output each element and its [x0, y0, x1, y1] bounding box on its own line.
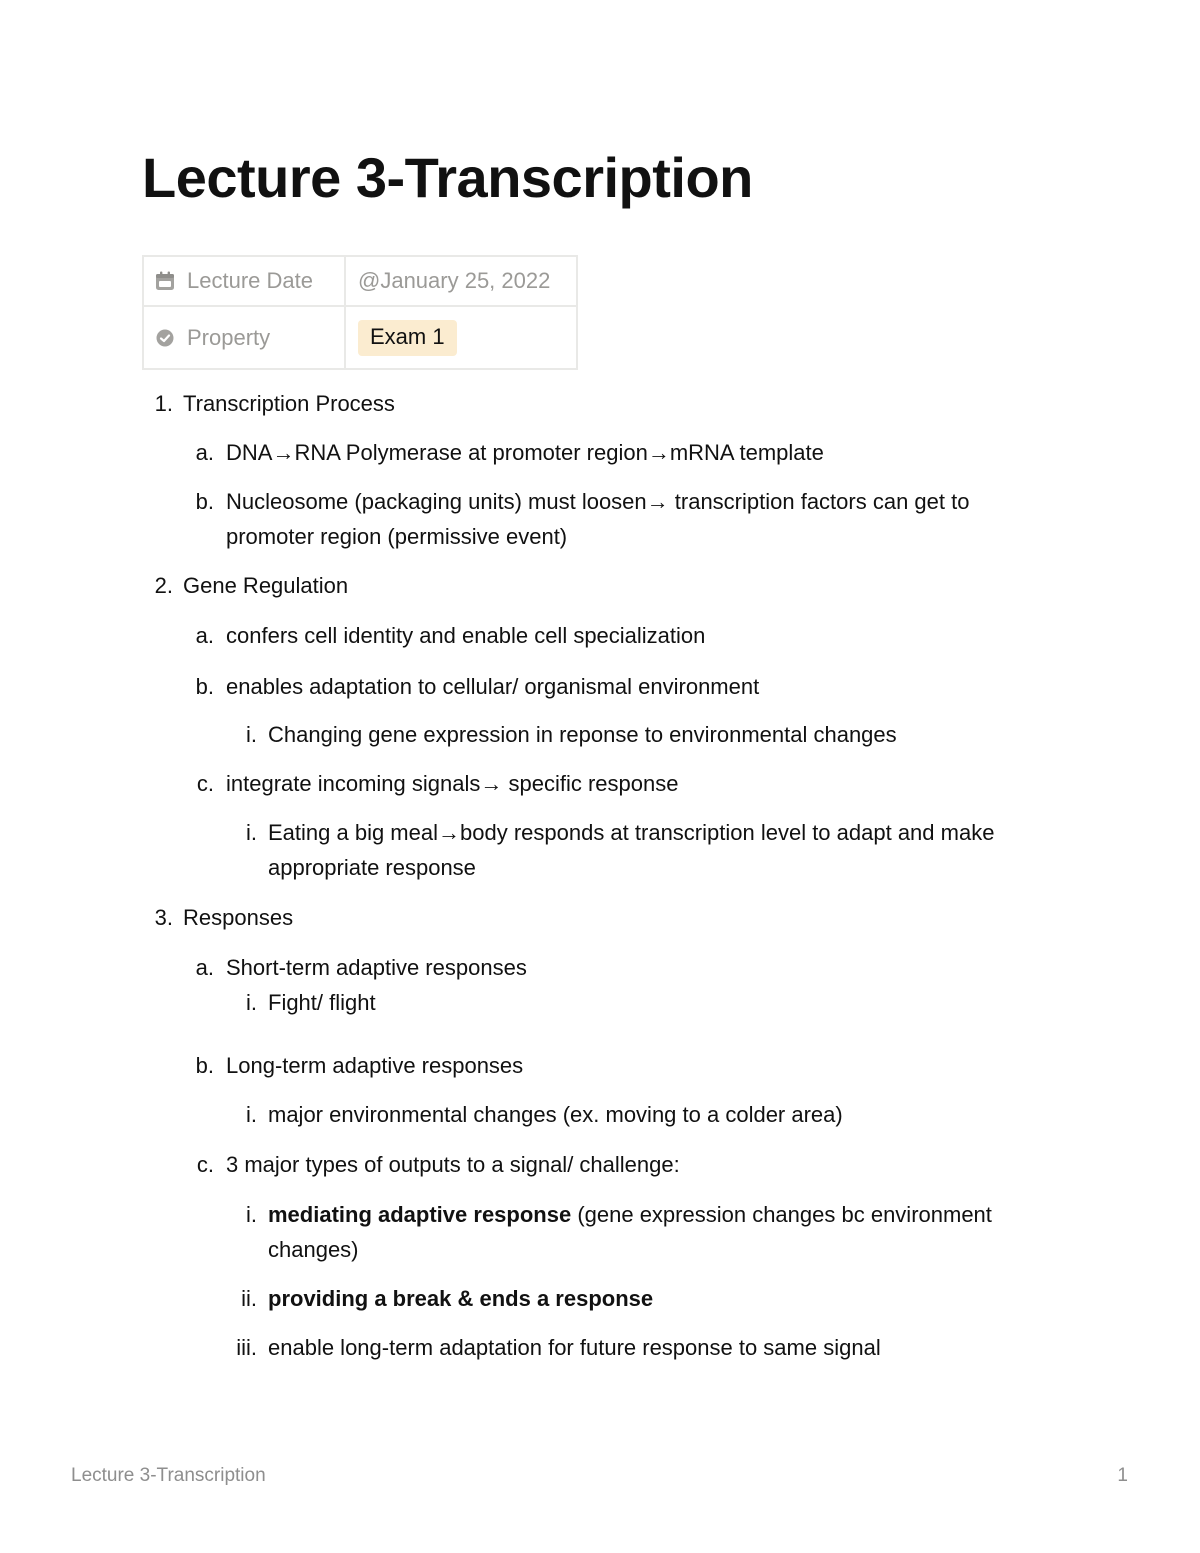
list-item-text: Short-term adaptive responses: [226, 955, 527, 980]
property-label: Property: [187, 324, 271, 350]
date-mention[interactable]: @January 25, 2022: [358, 268, 551, 293]
list-marker: 3.: [154, 905, 173, 930]
list-marker: a.: [195, 955, 214, 980]
list-item-text: [268, 1281, 653, 1316]
list-item-text: Fight/ flight: [268, 990, 376, 1015]
list-marker: b.: [195, 1053, 214, 1078]
list-item-text: DNA→RNA Polymerase at promoter region→mRNA template: [226, 440, 824, 465]
list-marker: c.: [196, 771, 214, 796]
list-marker: 2.: [154, 573, 173, 598]
list-marker: c.: [196, 1152, 214, 1177]
list-marker: i.: [246, 1102, 257, 1127]
bold-text: mediating adaptive response: [268, 1202, 572, 1227]
property-value[interactable]: [345, 306, 577, 369]
list-marker: i.: [246, 990, 257, 1015]
list-marker: ii.: [241, 1286, 257, 1311]
bold-text: providing a break & ends a response: [268, 1286, 654, 1311]
list-marker: iii.: [236, 1335, 257, 1360]
list-item-text: [268, 1197, 992, 1232]
list-marker: a.: [195, 623, 214, 648]
list-marker: i.: [246, 820, 257, 845]
list-marker: b.: [195, 489, 214, 514]
property-row-lecture-date: [143, 256, 577, 306]
select-tag-exam-1[interactable]: Exam 1: [358, 320, 457, 356]
list-item-text: Gene Regulation: [183, 573, 349, 598]
properties-table: [142, 255, 578, 370]
list-item-text: Changing gene expression in reponse to environmental changes: [268, 722, 897, 747]
list-item-text: Responses: [183, 905, 294, 930]
list-marker: a.: [195, 440, 214, 465]
list-item-text-continued: promoter region (permissive event): [226, 524, 568, 549]
list-item-text: Transcription Process: [183, 391, 395, 416]
list-marker: 1.: [154, 391, 173, 416]
property-label: Lecture Date: [187, 268, 313, 293]
list-item-text: 3 major types of outputs to a signal/ challenge:: [226, 1152, 680, 1177]
page-title: Lecture 3-Transcription: [142, 146, 753, 209]
list-item-text: major environmental changes (ex. moving to a colder area): [268, 1102, 843, 1127]
calendar-icon: [154, 270, 176, 292]
list-item-text: enables adaptation to cellular/ organismal environment: [226, 674, 760, 699]
property-row-property: [143, 306, 577, 369]
tag-icon: [154, 327, 176, 349]
list-item-text: integrate incoming signals→ specific response: [226, 771, 679, 796]
property-key: [143, 256, 345, 306]
list-item-text: Eating a big meal→body responds at transcription level to adapt and make: [268, 820, 995, 845]
footer-title: Lecture 3-Transcription: [71, 1465, 266, 1486]
property-value[interactable]: [345, 256, 577, 306]
list-marker: b.: [195, 674, 214, 699]
list-item-text: enable long-term adaptation for future response to same signal: [268, 1335, 881, 1360]
list-item-text: confers cell identity and enable cell specialization: [226, 623, 706, 648]
plain-text: (gene expression changes bc environment: [571, 1202, 992, 1227]
list-item-text-continued: changes): [268, 1237, 359, 1262]
list-item-text: Nucleosome (packaging units) must loosen→ transcription factors can get to: [226, 489, 970, 514]
list-marker: i.: [246, 722, 257, 747]
list-item-text-continued: appropriate response: [268, 855, 476, 880]
page-number: 1: [1117, 1465, 1128, 1486]
property-key: [143, 306, 345, 369]
list-marker: i.: [246, 1202, 257, 1227]
list-item-text: Long-term adaptive responses: [226, 1053, 524, 1078]
